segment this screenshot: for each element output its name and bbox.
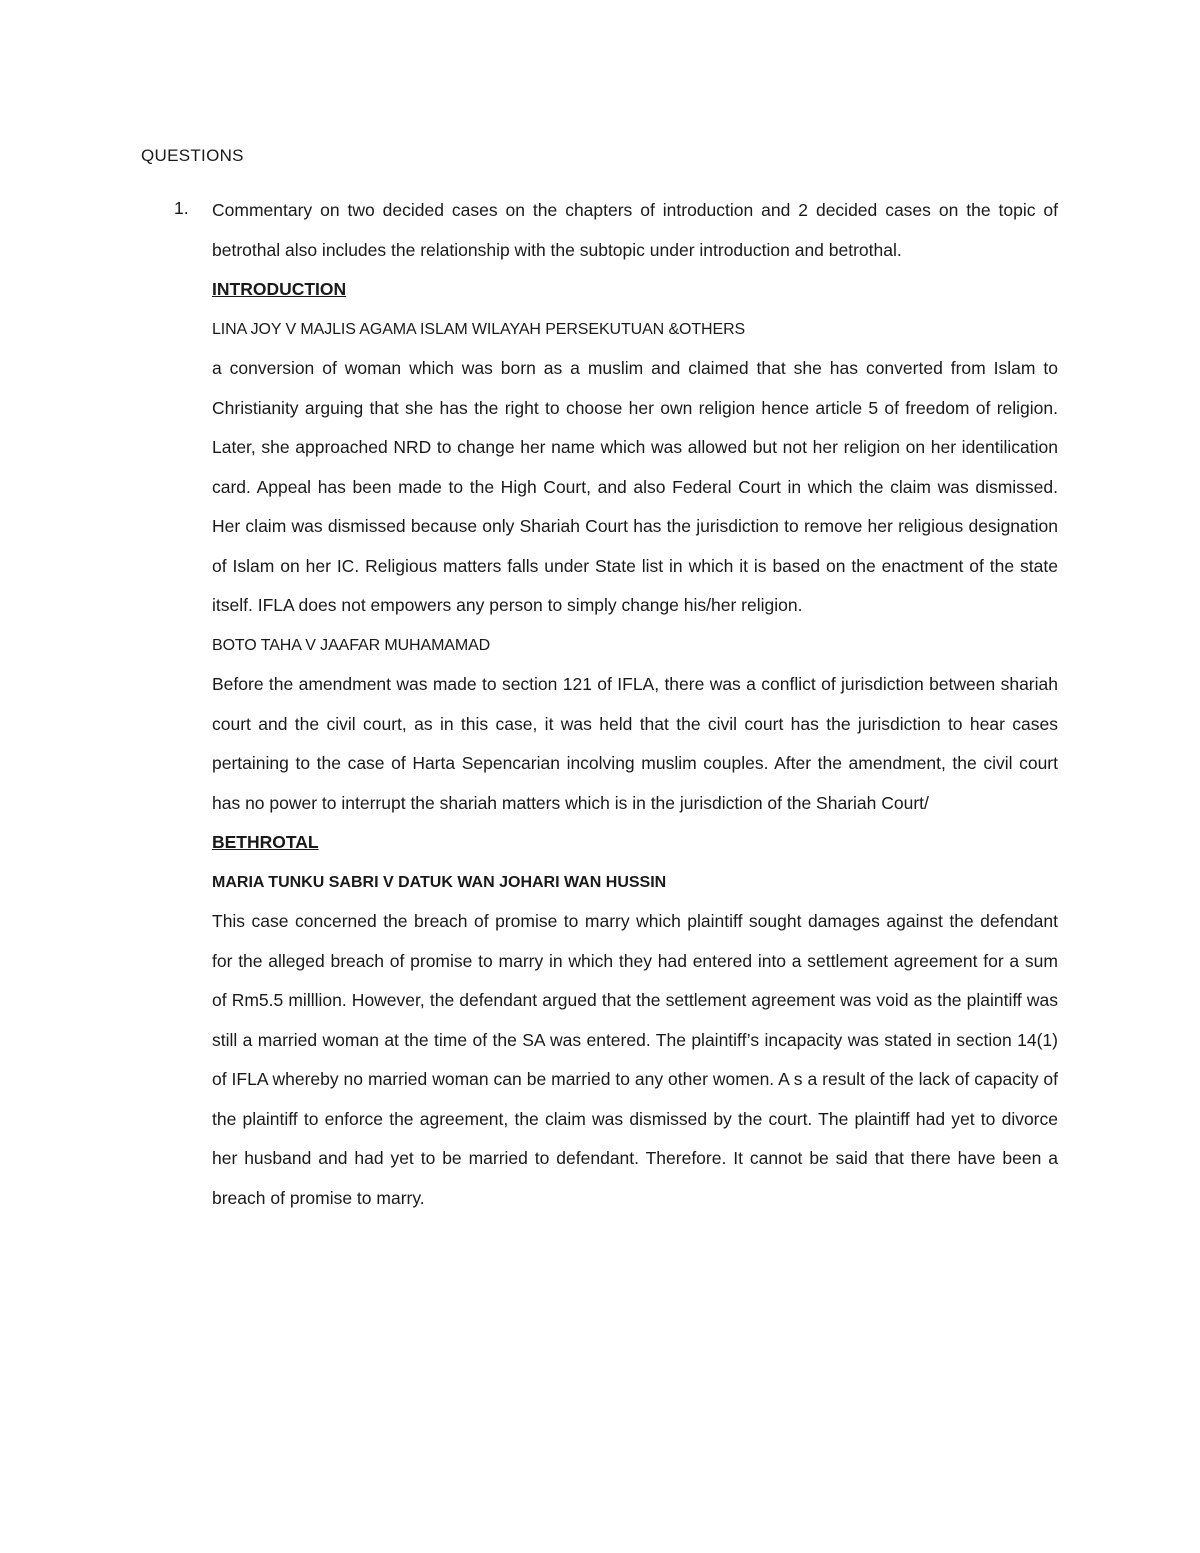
document-title: QUESTIONS (141, 146, 244, 165)
document-body (212, 191, 1058, 1218)
lina-joy-case-title: LINA JOY V MAJLIS AGAMA ISLAM WILAYAH PERSEKUTUAN &OTHERS (212, 320, 746, 338)
betrothal-heading: BETHROTAL (212, 832, 319, 852)
lina-joy-case-text: a conversion of woman which was born as a muslim and claimed that she has converted from Islam to Christianity arguing that she has the right to choose her own religion hence article 5 of freedom of religion. Later, she approached NRD to change her name which was allowed but not her religion on her identilication card. Appeal has been made to the High Court, and also Federal Court in which the claim was dismissed. Her claim was dismissed because only Shariah Court has the jurisdiction to remove her religious designation of Islam on her IC. Religious matters falls under State list in which it is based on the enactment of the state itself. IFLA does not empowers any person to simply change his/her religion. (212, 358, 1058, 615)
question-text: Commentary on two decided cases on the chapters of introduction and 2 decided cases on the topic of betrothal also includes the relationship with the subtopic under introduction and betrothal. (212, 200, 1058, 260)
maria-tunku-case-title: MARIA TUNKU SABRI V DATUK WAN JOHARI WAN HUSSIN (212, 873, 667, 891)
boto-taha-case-title: BOTO TAHA V JAAFAR MUHAMAMAD (212, 636, 491, 654)
introduction-heading: INTRODUCTION (212, 279, 347, 299)
maria-tunku-case-text: This case concerned the breach of promise to marry which plaintiff sought damages against the defendant for the alleged breach of promise to marry in which they had entered into a settlement agreement for a sum of Rm5.5 milllion. However, the defendant argued that the settlement agreement was void as the plaintiff was still a married woman at the time of the SA was entered. The plaintiff’s incapacity was stated in section 14(1) of IFLA whereby no married woman can be married to any other women. A s a result of the lack of capacity of the plaintiff to enforce the agreement, the claim was dismissed by the court. The plaintiff had yet to divorce her husband and had yet to be married to defendant. Therefore. It cannot be said that there have been a breach of promise to marry. (212, 911, 1058, 1208)
question-number: 1. (174, 198, 189, 218)
boto-taha-case-text: Before the amendment was made to section 121 of IFLA, there was a conflict of jurisdiction between shariah court and the civil court, as in this case, it was held that the civil court has the jurisdiction to hear cases pertaining to the case of Harta Sepencarian incolving muslim couples. After the amendment, the civil court has no power to interrupt the shariah matters which is in the jurisdiction of the Shariah Court/ (212, 674, 1058, 813)
